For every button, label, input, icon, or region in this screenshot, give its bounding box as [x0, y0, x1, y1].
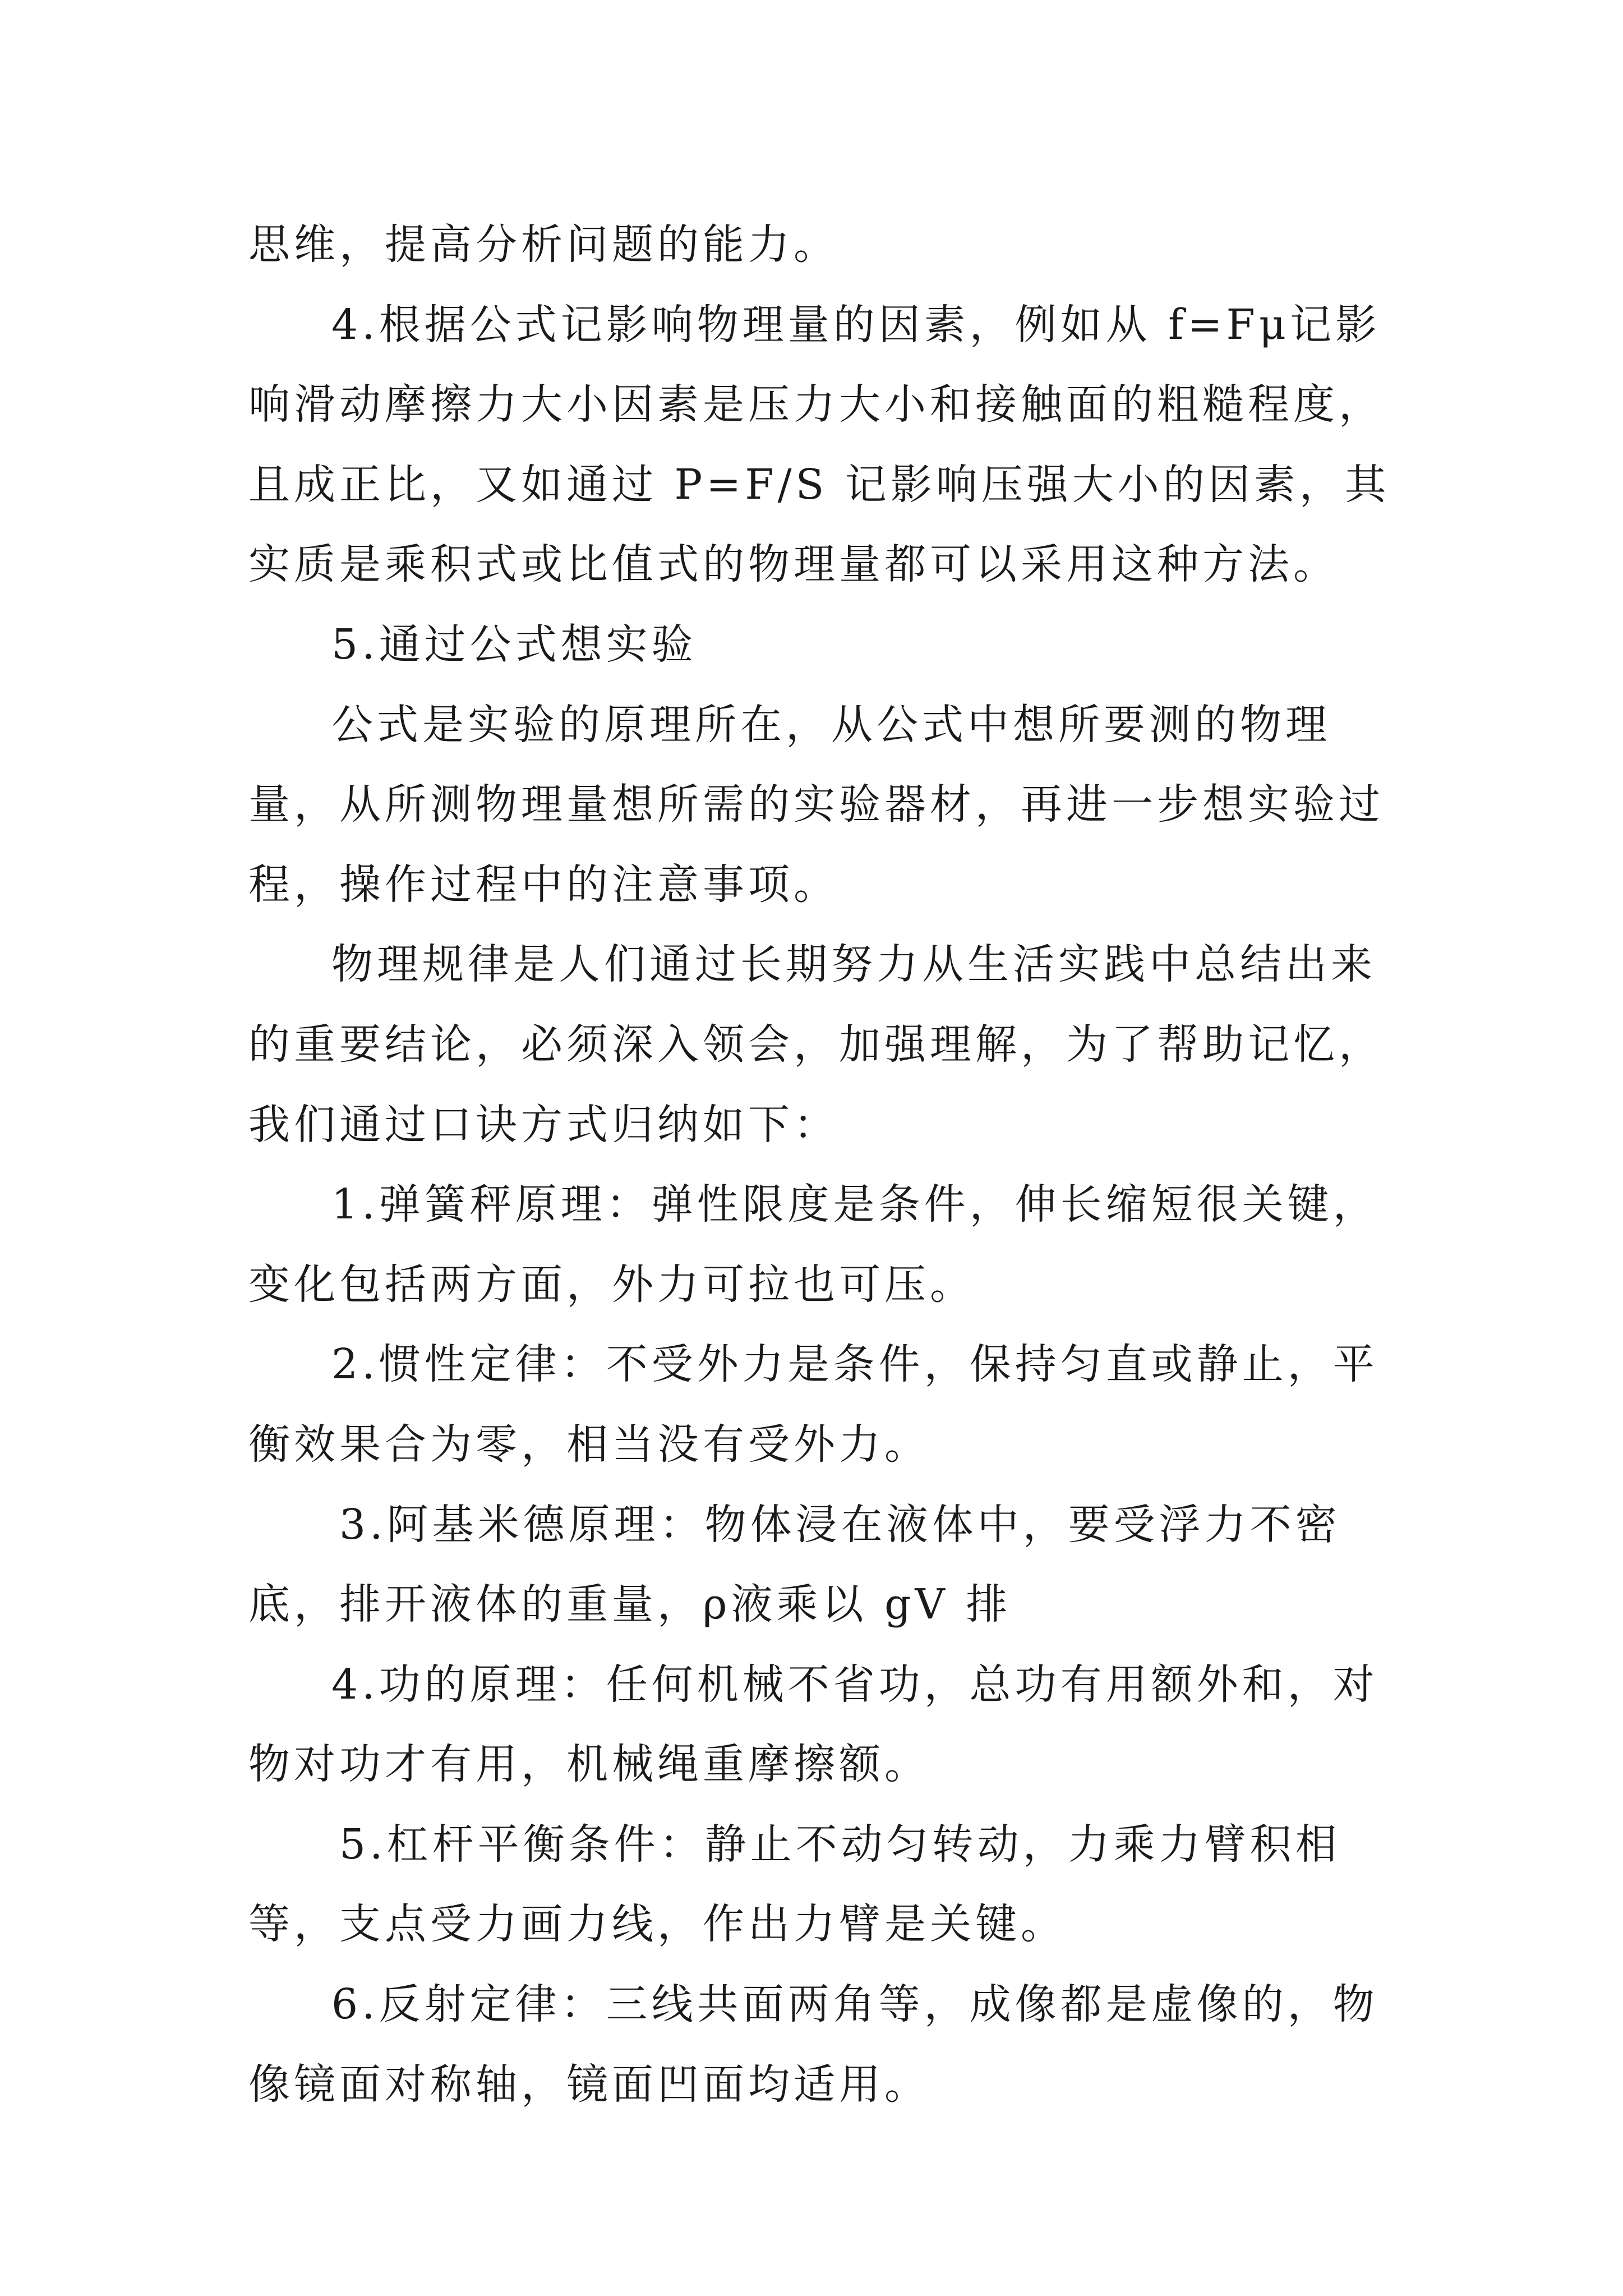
paragraph-rhyme-lever: 5.杠杆平衡条件：静止不动匀转动，力乘力臂积相等，支点受力画力线，作出力臂是关键。 — [248, 1820, 1341, 1949]
paragraph-rhyme-archimedes: 3.阿基米德原理：物体浸在液体中，要受浮力不密底，排开液体的重量，ρ液乘以 gV 排 — [248, 1500, 1341, 1629]
paragraph-rhyme-spring-scale: 1.弹簧秤原理：弹性限度是条件，伸长缩短很关键，变化包括两方面，外力可拉也可压。 — [248, 1180, 1378, 1309]
paragraph-heading-experiment: 5.通过公式想实验 — [331, 620, 697, 669]
paragraph-physics-laws-intro: 物理规律是人们通过长期努力从生活实践中总结出来的重要结论，必须深入领会，加强理解，为了帮助记忆，我们通过口诀方式归纳如下： — [248, 940, 1384, 1149]
paragraph-formula-factors: 4.根据公式记影响物理量的因素，例如从 f=Fμ记影响滑动摩擦力大小因素是压力大小和接触面的粗糙程度，且成正比，又如通过 P=F/S 记影响压强大小的因素，其实质是乘积式或比值式的物理量都可以采用这种方法。 — [248, 300, 1390, 589]
paragraph-continuation: 思维，提高分析问题的能力。 — [248, 220, 839, 269]
document-body — [248, 205, 1393, 2124]
paragraph-rhyme-reflection: 6.反射定律：三线共面两角等，成像都是虚像的，物像镜面对称轴，镜面凹面均适用。 — [248, 1980, 1378, 2109]
paragraph-experiment-principle: 公式是实验的原理所在，从公式中想所要测的物理量，从所测物理量想所需的实验器材，再进一步想实验过程，操作过程中的注意事项。 — [248, 700, 1384, 909]
paragraph-rhyme-inertia: 2.惯性定律：不受外力是条件，保持匀直或静止，平衡效果合为零，相当没有受外力。 — [248, 1340, 1378, 1469]
paragraph-rhyme-work: 4.功的原理：任何机械不省功，总功有用额外和，对物对功才有用，机械绳重摩擦额。 — [248, 1660, 1378, 1789]
